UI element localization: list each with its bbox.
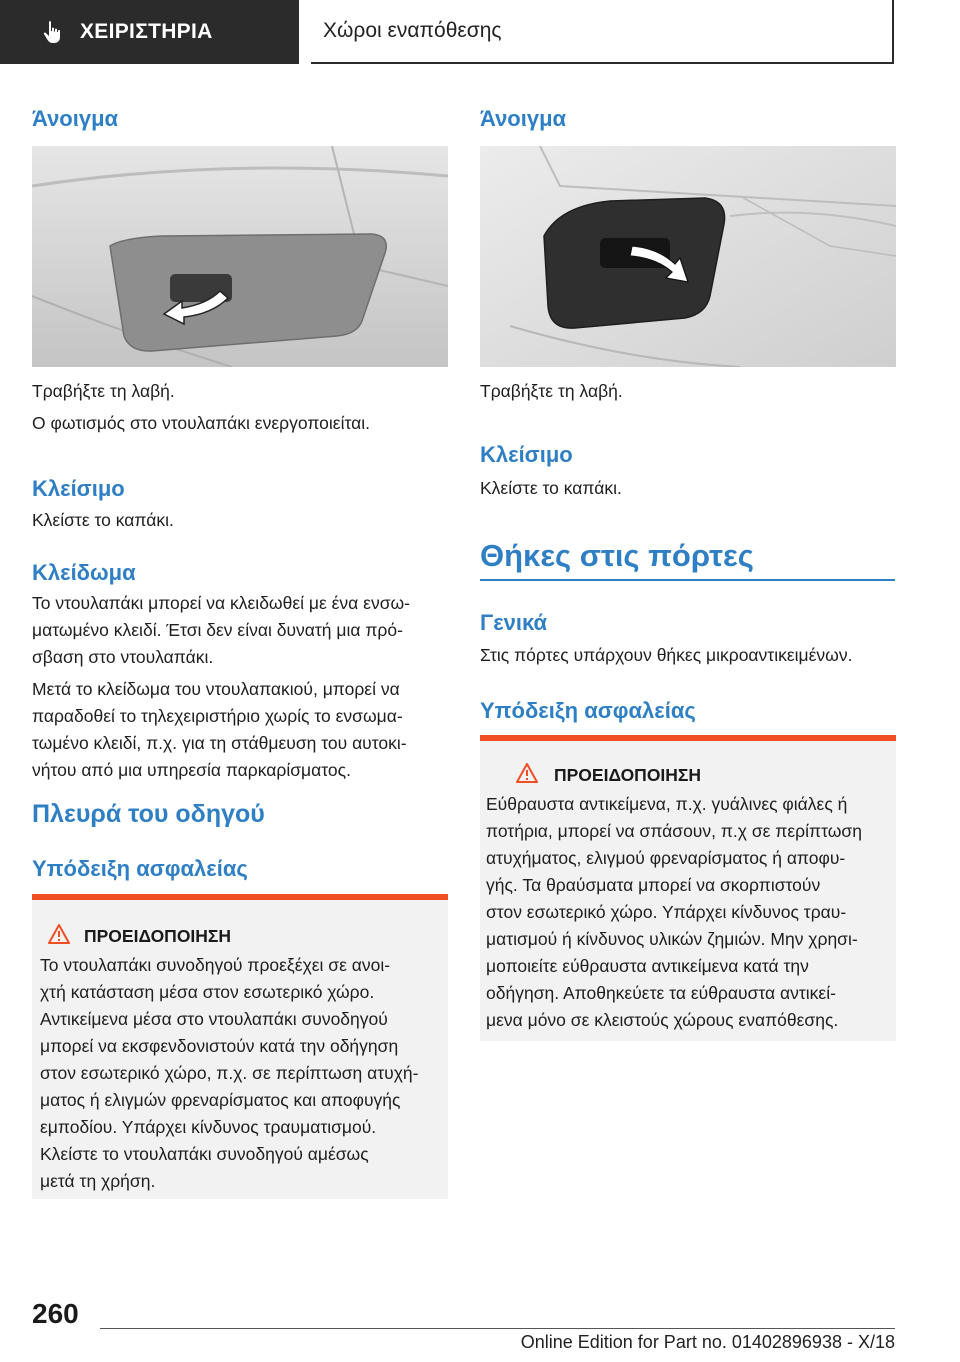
footer-edition: Online Edition for Part no. 01402896938 - X/18 bbox=[520, 1332, 895, 1352]
right-close-lid-text: Κλείστε το καπάκι. bbox=[480, 478, 622, 498]
right-pull-handle-text: Τραβήξτε τη λαβή. bbox=[480, 381, 623, 401]
glovebox-passenger-illustration bbox=[480, 146, 896, 367]
driver-side-heading: Πλευρά του οδηγού bbox=[32, 800, 265, 828]
header-section-tab bbox=[0, 0, 299, 64]
general-heading: Γενικά bbox=[480, 610, 548, 635]
header-chapter-label: Χώροι εναπόθεσης bbox=[323, 19, 502, 42]
footer-rule bbox=[100, 1328, 895, 1329]
left-safety-heading: Υπόδειξη ασφαλείας bbox=[32, 856, 248, 881]
locking-paragraph-2: Μετά το κλείδωμα του ντουλαπακιού, μπορεί να παραδοθεί το τηλεχειριστήριο χωρίς το ενσωμα- τωμένο κλειδί, π.χ. για τη στάθμευση του αυτοκι- νήτου από μια υπηρεσία παρκαρίσματος. bbox=[32, 679, 407, 780]
right-opening-heading: Άνοιγμα bbox=[480, 106, 567, 131]
left-warning-box bbox=[32, 894, 448, 1199]
general-text: Στις πόρτες υπάρχουν θήκες μικροαντικειμένων. bbox=[480, 645, 853, 665]
header-section-label: ΧΕΙΡΙΣΤΗΡΙΑ bbox=[80, 20, 213, 43]
header-chapter bbox=[311, 0, 894, 64]
door-pockets-rule bbox=[480, 579, 895, 581]
left-opening-heading: Άνοιγμα bbox=[32, 106, 119, 131]
page-number: 260 bbox=[32, 1298, 79, 1329]
left-close-lid-text: Κλείστε το καπάκι. bbox=[32, 510, 174, 530]
glovebox-passenger-photo bbox=[480, 146, 896, 367]
left-light-on-text: Ο φωτισμός στο ντουλαπάκι ενεργοποιείται. bbox=[32, 413, 370, 433]
warning-bar bbox=[480, 735, 896, 741]
right-safety-heading: Υπόδειξη ασφαλείας bbox=[480, 698, 696, 723]
hand-pointer-icon bbox=[40, 19, 66, 45]
warning-body: Εύθραυστα αντικείμενα, π.χ. γυάλινες φιάλες ή ποτήρια, μπορεί να σπάσουν, π.χ σε περίπτωση ατυχήματος, ελιγμού φρεναρίσματος ή αποφυ- γής. Τα θραύσματα μπορεί να σκορπιστούν στον εσωτερικό χώρο. Υπάρχει κίνδυνος τραυ- ματισμού ή κίνδυνος υλικών ζημιών. Μην χρησι- μοποιείτε εύθραυστα αντικείμενα κατά την οδήγηση. Αποθηκεύετε τα εύθραυστα αντικεί- μενα μόνο σε κλειστούς χώρους εναπόθεσης. bbox=[486, 794, 862, 1030]
warning-bar bbox=[32, 894, 448, 900]
warning-title: ΠΡΟΕΙΔΟΠΟΙΗΣΗ bbox=[554, 765, 702, 785]
warning-triangle-icon bbox=[48, 924, 70, 944]
left-closing-heading: Κλείσιμο bbox=[32, 476, 125, 501]
warning-triangle-icon bbox=[516, 763, 538, 783]
right-closing-heading: Κλείσιμο bbox=[480, 442, 573, 467]
door-pockets-heading: Θήκες στις πόρτες bbox=[480, 538, 754, 573]
locking-heading: Κλείδωμα bbox=[32, 560, 136, 585]
glovebox-driver-photo bbox=[32, 146, 448, 367]
right-warning-box bbox=[480, 735, 896, 1041]
locking-paragraph-1: Το ντουλαπάκι μπορεί να κλειδωθεί με ένα ενσω- ματωμένο κλειδί. Έτσι δεν είναι δυνατή μια πρό- σβαση στο ντουλαπάκι. bbox=[32, 593, 411, 667]
warning-title: ΠΡΟΕΙΔΟΠΟΙΗΣΗ bbox=[84, 926, 232, 946]
left-pull-handle-text: Τραβήξτε τη λαβή. bbox=[32, 381, 175, 401]
glovebox-driver-illustration bbox=[32, 146, 448, 367]
warning-body: Το ντουλαπάκι συνοδηγού προεξέχει σε ανοι- χτή κατάσταση μέσα στον εσωτερικό χώρο. Αντικείμενα μέσα στο ντουλαπάκι συνοδηγού μπορεί να εκσφενδονιστούν κατά την οδήγηση στον εσωτερικό χώρο, π.χ. σε περίπτωση ατυχή- ματος ή ελιγμών φρεναρίσματος και αποφυγής εμποδίου. Υπάρχει κίνδυνος τραυματισμού. Κλείστε το ντουλαπάκι συνοδηγού αμέσως μετά τη χρήση. bbox=[40, 955, 419, 1191]
